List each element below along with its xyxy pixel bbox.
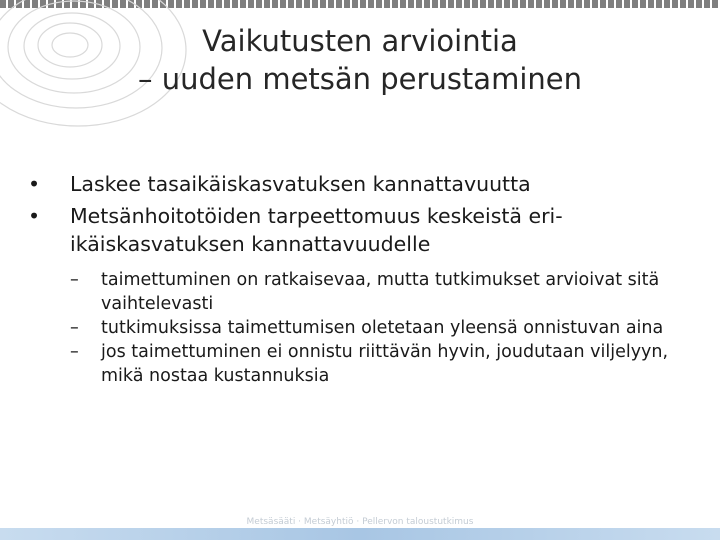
title-line-2: – uuden metsän perustaminen	[138, 62, 582, 96]
sub-bullet-item	[28, 268, 708, 316]
bullet-item	[28, 170, 708, 198]
sub-bullet-list	[28, 268, 708, 388]
bullet-item	[28, 202, 708, 258]
sub-bullet-text: tutkimuksissa taimettumisen oletetaan yleensä onnistuvan aina	[101, 318, 664, 338]
bullet-symbol: •	[28, 172, 41, 196]
slide-title	[0, 22, 720, 98]
sub-bullet-item	[28, 340, 708, 388]
dash-symbol: –	[70, 318, 79, 338]
sub-bullet-text: jos taimettuminen ei onnistu riittävän hyvin, joudutaan viljelyyn, mikä nostaa kustannuksia	[101, 342, 669, 386]
title-line-1: Vaikutusten arviointia	[202, 24, 518, 58]
sub-bullet-item	[28, 316, 708, 340]
bullet-symbol: •	[28, 204, 41, 228]
sub-bullet-text: taimettuminen on ratkaisevaa, mutta tutkimukset arvioivat sitä vaihtelevasti	[101, 270, 660, 314]
footer-text: Metsäsääti · Metsäyhtiö · Pellervon taloustutkimus	[246, 517, 474, 527]
bullet-text: Metsänhoitotöiden tarpeettomuus keskeistä eri-ikäiskasvatuksen kannattavuudelle	[70, 204, 563, 256]
dash-symbol: –	[70, 342, 79, 362]
dash-symbol: –	[70, 270, 79, 290]
bottom-decorative-band	[0, 528, 720, 540]
bullet-list	[28, 170, 708, 388]
bullet-text: Laskee tasaikäiskasvatuksen kannattavuutta	[70, 172, 531, 196]
